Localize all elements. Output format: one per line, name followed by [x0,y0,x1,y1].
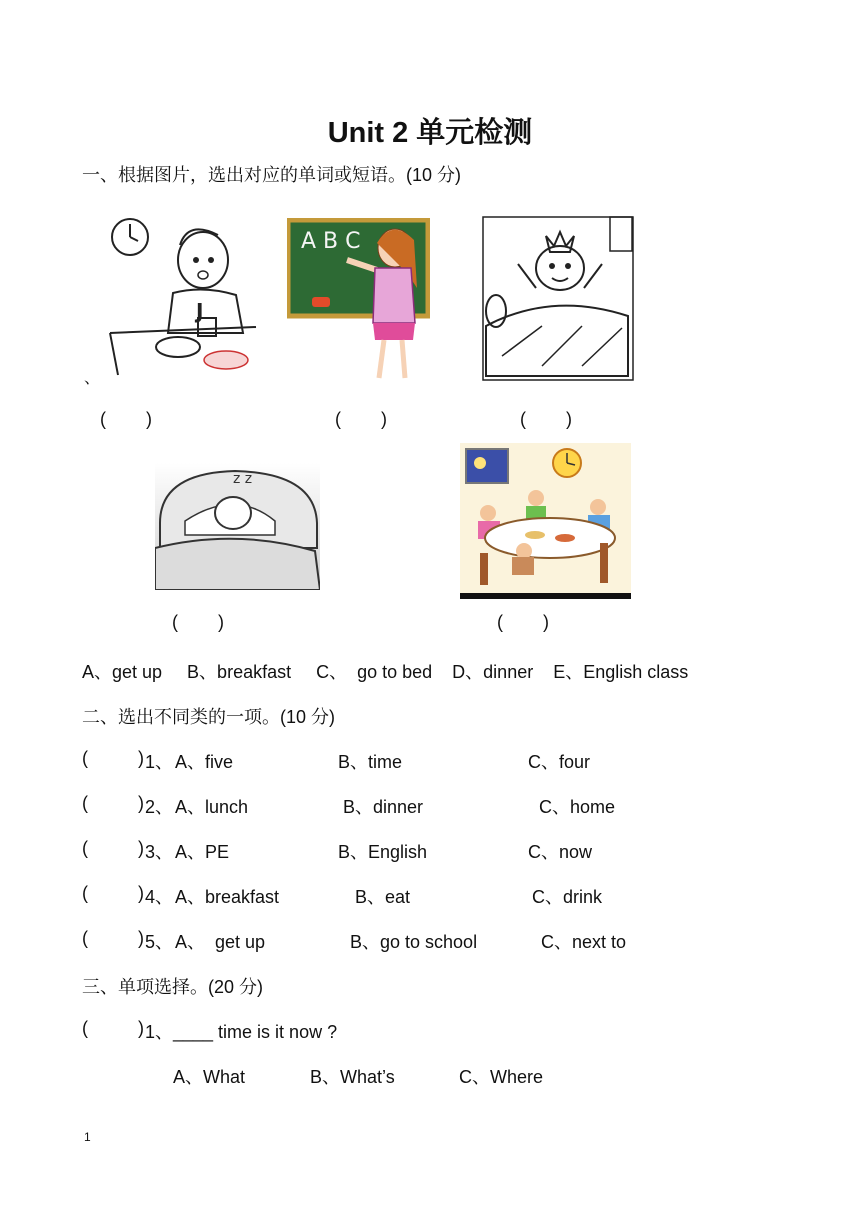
option-b: B、go to school [350,932,478,952]
option-b: B、eat [355,887,411,907]
section2-heading: 二、选出不同类的一项。(10 分) [82,707,336,727]
option-b: B、dinner [343,797,424,817]
question-paren[interactable]: ( ) [82,793,144,813]
option-a: A、PE [175,842,230,862]
question-number: 1、 [145,752,174,772]
page-number: 1 [84,1130,91,1144]
family-dinner-image [460,443,631,599]
option-b: B、What’s [310,1067,395,1087]
page-title: Unit 2 单元检测 [327,117,533,149]
section3-heading: 三、单项选择。(20 分) [82,977,264,997]
question-number: 2、 [145,797,174,817]
answer-blank-1[interactable]: ( ) [100,409,152,429]
svg-text:J: J [196,299,204,323]
girl-waking-in-bed-icon [482,216,634,381]
blackboard-text: A B C [301,229,361,254]
question-number: 3、 [145,842,174,862]
question-paren[interactable]: ( ) [82,748,144,768]
option-a: A、 get up [175,932,266,952]
option-c: C、next to [541,932,627,952]
teacher-at-blackboard-icon [287,218,430,381]
stray-punctuation: 、 [84,370,101,387]
question-stem: 1、____ time is it now ? [145,1022,338,1042]
option-a: A、lunch [175,797,249,817]
boy-eating-breakfast-image [108,215,258,380]
question-paren[interactable]: ( ) [82,928,144,948]
option-c: C、now [528,842,593,862]
question-number: 5、 [145,932,174,952]
option-a: A、breakfast [175,887,280,907]
answer-blank-4[interactable]: ( ) [172,612,224,632]
answer-blank-2[interactable]: ( ) [335,409,387,429]
section1-heading: 一、根据图片，选出对应的单词或短语。(10 分) [82,165,462,185]
svg-text:z z: z z [233,471,253,487]
boy-going-to-bed-image [155,463,320,590]
option-c: C、four [528,752,591,772]
question-number: 4、 [145,887,174,907]
section1-options: A、get up B、breakfast C、 go to bed D、dinner E、English class [82,662,689,682]
option-b: B、English [338,842,428,862]
option-c: C、home [539,797,616,817]
question-paren[interactable]: ( ) [82,838,144,858]
option-b: B、time [338,752,403,772]
option-c: C、drink [532,887,603,907]
option-a: A、What [173,1067,246,1087]
option-a: A、five [175,752,234,772]
family-dinner-table-icon [460,443,631,599]
question-paren[interactable]: ( ) [82,883,144,903]
question-paren[interactable]: ( ) [82,1018,144,1038]
boy-sleeping-icon [155,463,320,590]
answer-blank-3[interactable]: ( ) [520,409,572,429]
answer-blank-5[interactable]: ( ) [497,612,549,632]
teacher-english-class-image [287,218,430,381]
option-c: C、Where [459,1067,544,1087]
girl-getting-up-image [482,216,634,381]
boy-eating-breakfast-icon [108,215,258,380]
